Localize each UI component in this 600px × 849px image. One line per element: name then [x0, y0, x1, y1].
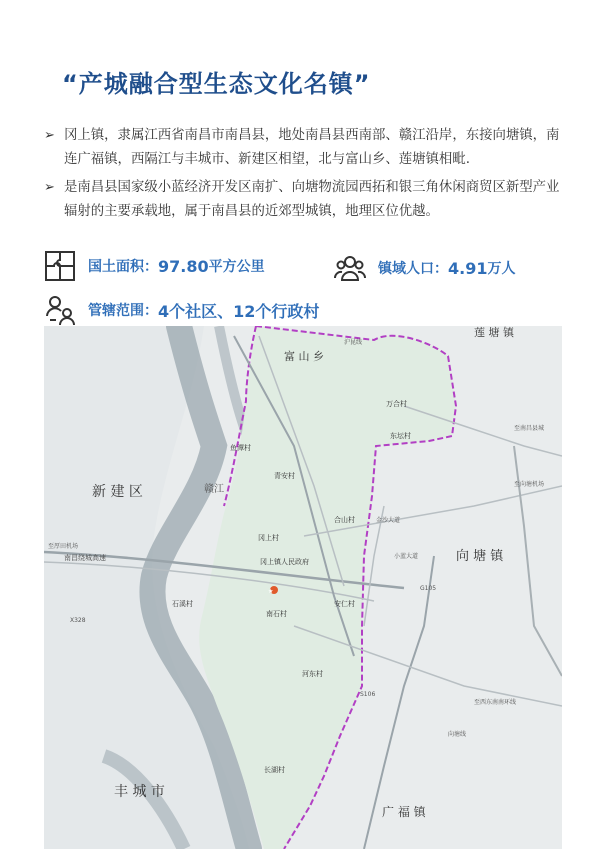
road-label: 向塘线: [448, 731, 467, 738]
village-label: 冈上镇人民政府: [260, 558, 309, 566]
region-label: 新 建 区: [92, 484, 143, 500]
region-label: 莲 塘 镇: [474, 326, 514, 339]
stat-label: 国土面积：: [88, 259, 158, 275]
village-label: 东坛村: [390, 432, 411, 440]
village-label: 青安村: [274, 472, 295, 480]
river-label: 赣江: [204, 484, 224, 495]
village-label: 石溪村: [172, 600, 193, 608]
road-label: X328: [70, 617, 86, 624]
village-label: 安仁村: [334, 600, 355, 608]
region-label: 丰 城 市: [114, 784, 165, 800]
stat-label: 镇域人口：: [378, 261, 448, 277]
org-people-icon: [44, 294, 76, 326]
road-label: 沪昆线: [344, 339, 363, 346]
region-label: 向 塘 镇: [456, 549, 504, 564]
bullet-item: [44, 124, 564, 172]
road-label: 至南昌县城: [514, 425, 545, 432]
stat-jurisdiction: [44, 294, 319, 326]
arrow-bullet-icon: ➢: [44, 128, 55, 143]
map-canvas: [44, 326, 562, 849]
village-label: 长湖村: [264, 766, 285, 774]
page-title: “产城融合型生态文化名镇”: [62, 70, 371, 98]
village-label: 冈上村: [258, 534, 279, 542]
stat-value: 4个社区、12个行政村: [158, 301, 320, 321]
arrow-bullet-icon: ➢: [44, 180, 55, 195]
road-label: 金沙大道: [376, 517, 401, 524]
stat-unit: 万人: [487, 261, 516, 277]
bullet-text: 冈上镇，隶属江西省南昌市南昌县，地处南昌县西南部、赣江沿岸，东接向塘镇，南连广福镇，西隔江与丰城市、新建区相望，北与富山乡、莲塘镇相毗.: [64, 128, 560, 167]
village-label: 合山村: [334, 516, 355, 524]
village-label: 河东村: [302, 670, 323, 678]
star-icon: ★: [268, 588, 274, 595]
people-group-icon: [334, 252, 366, 284]
puzzle-icon: [44, 250, 76, 282]
region-label: 富 山 乡: [284, 350, 324, 363]
stat-unit: 平方公里: [208, 259, 265, 275]
stat-area: [44, 250, 265, 282]
stat-value: 4.91: [448, 258, 488, 278]
location-map: [44, 326, 562, 849]
road-label: 至向塘机场: [514, 481, 545, 488]
road-label: G105: [420, 585, 437, 592]
road-label: 至西东南南环线: [474, 699, 517, 706]
road-label: 南昌绕城高速: [64, 554, 106, 562]
village-label: 南石村: [266, 610, 287, 618]
bullet-text: 是南昌县国家级小蓝经济开发区南扩、向塘物流园西拓和银三角休闲商贸区新型产业辐射的主要承载地，属于南昌县的近郊型城镇，地理区位优越。: [64, 180, 560, 219]
stat-label: 管辖范围：: [88, 303, 158, 319]
road-label: 小蓝大道: [394, 553, 419, 560]
stat-value: 97.80: [158, 256, 209, 276]
stat-population: [334, 252, 515, 284]
bullet-item: [44, 176, 564, 224]
village-label: 鱼潭村: [230, 444, 251, 452]
village-label: 万合村: [386, 400, 407, 408]
road-label: 至厚田机场: [48, 543, 79, 550]
road-label: S106: [360, 691, 376, 698]
region-label: 广 福 镇: [382, 805, 426, 819]
intro-bullets: [44, 124, 564, 228]
